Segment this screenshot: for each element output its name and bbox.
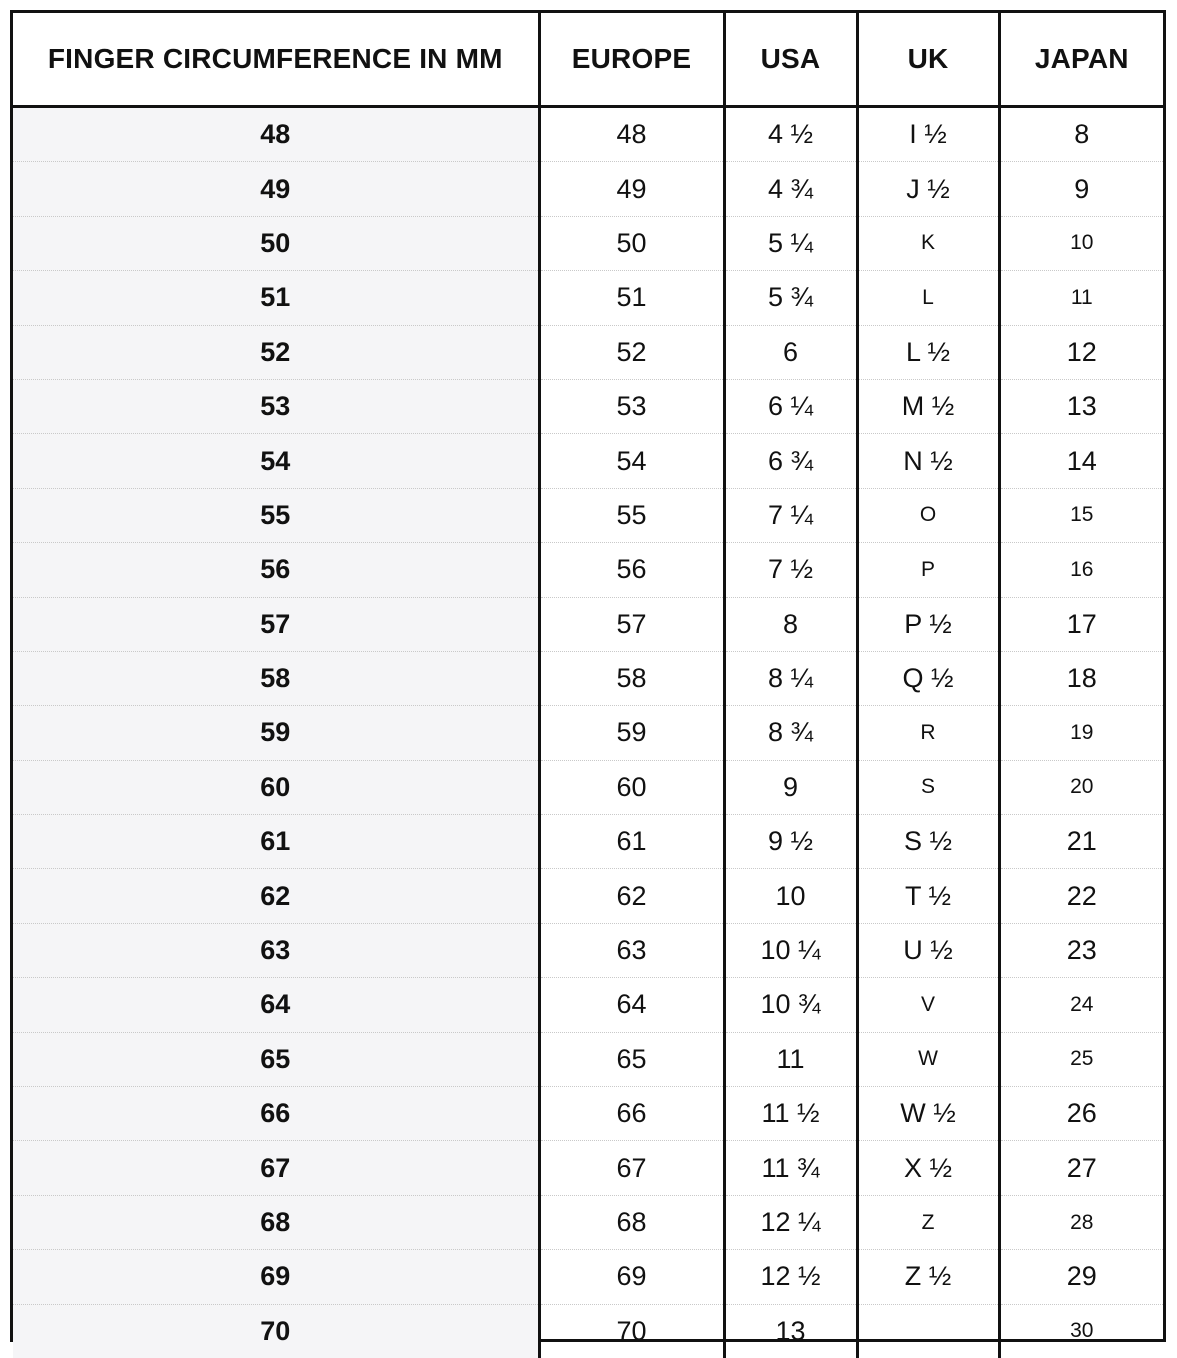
cell-europe: 61	[539, 815, 724, 869]
cell-japan: 26	[999, 1087, 1163, 1141]
cell-usa: 9	[724, 760, 857, 814]
table-row	[13, 488, 1163, 542]
cell-uk	[857, 1304, 999, 1358]
cell-uk: J ½	[857, 162, 999, 216]
cell-europe: 52	[539, 325, 724, 379]
cell-europe: 67	[539, 1141, 724, 1195]
cell-usa: 4 ¾	[724, 162, 857, 216]
cell-finger-circumference: 49	[13, 162, 539, 216]
cell-usa: 7 ¼	[724, 488, 857, 542]
table-row	[13, 1032, 1163, 1086]
cell-usa: 12 ¼	[724, 1195, 857, 1249]
cell-finger-circumference: 54	[13, 434, 539, 488]
cell-japan: 23	[999, 923, 1163, 977]
table-body	[13, 107, 1163, 1358]
table-row	[13, 379, 1163, 433]
cell-europe: 68	[539, 1195, 724, 1249]
cell-europe: 49	[539, 162, 724, 216]
cell-europe: 51	[539, 271, 724, 325]
cell-japan: 15	[999, 488, 1163, 542]
cell-europe: 56	[539, 543, 724, 597]
cell-japan: 24	[999, 978, 1163, 1032]
cell-uk: R	[857, 706, 999, 760]
cell-usa: 11 ½	[724, 1087, 857, 1141]
cell-uk: S	[857, 760, 999, 814]
table-row	[13, 978, 1163, 1032]
cell-europe: 60	[539, 760, 724, 814]
cell-usa: 13	[724, 1304, 857, 1358]
cell-usa: 11	[724, 1032, 857, 1086]
cell-japan: 21	[999, 815, 1163, 869]
cell-uk: V	[857, 978, 999, 1032]
cell-finger-circumference: 67	[13, 1141, 539, 1195]
table-row	[13, 1195, 1163, 1249]
header-row	[13, 13, 1163, 107]
cell-uk: U ½	[857, 923, 999, 977]
cell-finger-circumference: 51	[13, 271, 539, 325]
table-row	[13, 1304, 1163, 1358]
cell-usa: 10	[724, 869, 857, 923]
cell-europe: 50	[539, 216, 724, 270]
cell-usa: 9 ½	[724, 815, 857, 869]
cell-japan: 27	[999, 1141, 1163, 1195]
table-row	[13, 651, 1163, 705]
cell-finger-circumference: 65	[13, 1032, 539, 1086]
table-row	[13, 162, 1163, 216]
table-row	[13, 815, 1163, 869]
cell-japan: 13	[999, 379, 1163, 433]
cell-japan: 16	[999, 543, 1163, 597]
cell-uk: L	[857, 271, 999, 325]
cell-uk: N ½	[857, 434, 999, 488]
cell-usa: 4 ½	[724, 107, 857, 162]
cell-japan: 8	[999, 107, 1163, 162]
cell-uk: K	[857, 216, 999, 270]
table-row	[13, 597, 1163, 651]
cell-europe: 69	[539, 1250, 724, 1304]
cell-finger-circumference: 58	[13, 651, 539, 705]
header-europe: EUROPE	[539, 13, 724, 107]
cell-usa: 8 ¼	[724, 651, 857, 705]
cell-uk: L ½	[857, 325, 999, 379]
cell-europe: 54	[539, 434, 724, 488]
cell-usa: 10 ¾	[724, 978, 857, 1032]
cell-uk: T ½	[857, 869, 999, 923]
cell-japan: 19	[999, 706, 1163, 760]
cell-uk: I ½	[857, 107, 999, 162]
cell-uk: Q ½	[857, 651, 999, 705]
cell-finger-circumference: 61	[13, 815, 539, 869]
table-row	[13, 325, 1163, 379]
cell-usa: 7 ½	[724, 543, 857, 597]
cell-finger-circumference: 60	[13, 760, 539, 814]
cell-japan: 9	[999, 162, 1163, 216]
header-japan: JAPAN	[999, 13, 1163, 107]
table-row	[13, 434, 1163, 488]
cell-europe: 64	[539, 978, 724, 1032]
cell-finger-circumference: 57	[13, 597, 539, 651]
table-header	[13, 13, 1163, 107]
cell-europe: 59	[539, 706, 724, 760]
table-row	[13, 1250, 1163, 1304]
cell-usa: 6 ¾	[724, 434, 857, 488]
cell-europe: 58	[539, 651, 724, 705]
cell-europe: 65	[539, 1032, 724, 1086]
cell-japan: 18	[999, 651, 1163, 705]
cell-usa: 10 ¼	[724, 923, 857, 977]
cell-finger-circumference: 56	[13, 543, 539, 597]
cell-finger-circumference: 64	[13, 978, 539, 1032]
header-uk: UK	[857, 13, 999, 107]
cell-europe: 70	[539, 1304, 724, 1358]
table-row	[13, 760, 1163, 814]
cell-usa: 6	[724, 325, 857, 379]
cell-finger-circumference: 70	[13, 1304, 539, 1358]
cell-japan: 22	[999, 869, 1163, 923]
cell-uk: P	[857, 543, 999, 597]
cell-uk: S ½	[857, 815, 999, 869]
cell-usa: 5 ¾	[724, 271, 857, 325]
cell-japan: 14	[999, 434, 1163, 488]
cell-uk: M ½	[857, 379, 999, 433]
cell-usa: 11 ¾	[724, 1141, 857, 1195]
table-row	[13, 923, 1163, 977]
table-row	[13, 1141, 1163, 1195]
table-row	[13, 543, 1163, 597]
table-row	[13, 1087, 1163, 1141]
cell-uk: Z	[857, 1195, 999, 1249]
cell-uk: P ½	[857, 597, 999, 651]
cell-japan: 17	[999, 597, 1163, 651]
cell-uk: Z ½	[857, 1250, 999, 1304]
cell-japan: 20	[999, 760, 1163, 814]
cell-finger-circumference: 55	[13, 488, 539, 542]
cell-usa: 8	[724, 597, 857, 651]
cell-finger-circumference: 48	[13, 107, 539, 162]
cell-europe: 63	[539, 923, 724, 977]
cell-finger-circumference: 63	[13, 923, 539, 977]
size-table	[13, 13, 1163, 1358]
cell-uk: W	[857, 1032, 999, 1086]
table-row	[13, 216, 1163, 270]
cell-finger-circumference: 69	[13, 1250, 539, 1304]
cell-usa: 6 ¼	[724, 379, 857, 433]
cell-japan: 28	[999, 1195, 1163, 1249]
cell-japan: 25	[999, 1032, 1163, 1086]
table-row	[13, 107, 1163, 162]
cell-japan: 30	[999, 1304, 1163, 1358]
cell-usa: 5 ¼	[724, 216, 857, 270]
table-row	[13, 706, 1163, 760]
cell-japan: 11	[999, 271, 1163, 325]
cell-finger-circumference: 68	[13, 1195, 539, 1249]
cell-uk: W ½	[857, 1087, 999, 1141]
header-finger-circumference: FINGER CIRCUMFERENCE IN MM	[13, 13, 539, 107]
header-usa: USA	[724, 13, 857, 107]
cell-usa: 12 ½	[724, 1250, 857, 1304]
cell-uk: O	[857, 488, 999, 542]
cell-finger-circumference: 59	[13, 706, 539, 760]
cell-finger-circumference: 66	[13, 1087, 539, 1141]
cell-finger-circumference: 52	[13, 325, 539, 379]
cell-japan: 29	[999, 1250, 1163, 1304]
table-row	[13, 271, 1163, 325]
cell-finger-circumference: 50	[13, 216, 539, 270]
cell-japan: 12	[999, 325, 1163, 379]
cell-europe: 62	[539, 869, 724, 923]
ring-size-chart	[10, 10, 1166, 1346]
cell-europe: 66	[539, 1087, 724, 1141]
cell-europe: 57	[539, 597, 724, 651]
cell-europe: 55	[539, 488, 724, 542]
cell-japan: 10	[999, 216, 1163, 270]
cell-europe: 48	[539, 107, 724, 162]
cell-uk: X ½	[857, 1141, 999, 1195]
cell-finger-circumference: 62	[13, 869, 539, 923]
cell-usa: 8 ¾	[724, 706, 857, 760]
cell-finger-circumference: 53	[13, 379, 539, 433]
table-row	[13, 869, 1163, 923]
cell-europe: 53	[539, 379, 724, 433]
